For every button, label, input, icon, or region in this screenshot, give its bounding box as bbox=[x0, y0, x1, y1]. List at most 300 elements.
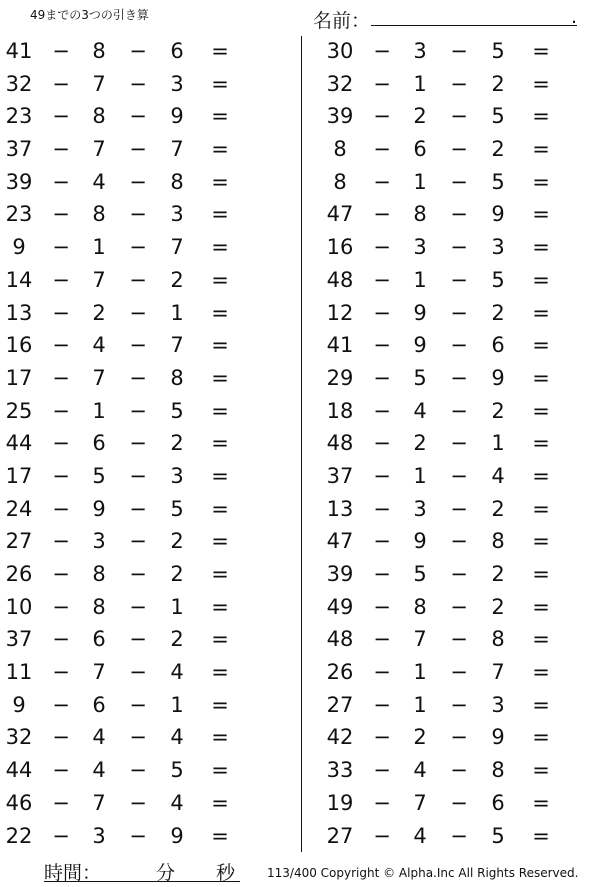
subtrahend-2: 3 bbox=[491, 692, 505, 717]
subtrahend-1: 6 bbox=[92, 431, 106, 456]
subtrahend-1: 8 bbox=[92, 562, 106, 586]
minus-sign: − bbox=[129, 365, 147, 390]
subtrahend-2: 2 bbox=[491, 300, 505, 325]
equals-sign: = bbox=[532, 790, 550, 815]
name-field-line bbox=[371, 25, 577, 26]
subtrahend-2: 1 bbox=[170, 300, 184, 325]
problem-row bbox=[0, 364, 270, 397]
minus-sign: − bbox=[373, 823, 391, 848]
subtrahend-2: 9 bbox=[170, 823, 184, 848]
worksheet-title: 49までの3つの引き算 bbox=[30, 8, 149, 22]
problem-row bbox=[321, 593, 591, 626]
minus-sign: − bbox=[450, 823, 468, 848]
subtrahend-2: 2 bbox=[491, 594, 505, 619]
subtrahend-2: 8 bbox=[170, 169, 184, 194]
subtrahend-2: 9 bbox=[170, 104, 184, 129]
minus-sign: − bbox=[450, 300, 468, 325]
minus-sign: − bbox=[129, 463, 147, 488]
subtrahend-1: 4 bbox=[92, 169, 106, 194]
minus-sign: − bbox=[52, 692, 70, 717]
minus-sign: − bbox=[52, 790, 70, 815]
minus-sign: − bbox=[450, 169, 468, 194]
subtrahend-1: 9 bbox=[413, 333, 427, 358]
minuend: 27 bbox=[326, 823, 354, 848]
minuend: 11 bbox=[5, 660, 33, 685]
minus-sign: − bbox=[450, 39, 468, 63]
equals-sign: = bbox=[211, 463, 229, 488]
minuend: 13 bbox=[326, 496, 354, 521]
equals-sign: = bbox=[211, 365, 229, 390]
subtrahend-1: 1 bbox=[92, 398, 106, 423]
minus-sign: − bbox=[52, 529, 70, 554]
minus-sign: − bbox=[373, 496, 391, 521]
subtrahend-1: 3 bbox=[413, 496, 427, 521]
minus-sign: − bbox=[450, 790, 468, 815]
subtrahend-1: 7 bbox=[413, 790, 427, 815]
minus-sign: − bbox=[52, 594, 70, 619]
minus-sign: − bbox=[129, 104, 147, 129]
minuend: 46 bbox=[5, 790, 33, 815]
minus-sign: − bbox=[450, 431, 468, 456]
subtrahend-1: 5 bbox=[92, 463, 106, 488]
problem-row bbox=[0, 135, 270, 168]
subtrahend-2: 9 bbox=[491, 725, 505, 750]
equals-sign: = bbox=[532, 333, 550, 358]
column-divider bbox=[301, 36, 302, 852]
problem-row bbox=[0, 397, 270, 430]
minus-sign: − bbox=[52, 300, 70, 325]
minuend: 19 bbox=[326, 790, 354, 815]
problem-row bbox=[0, 822, 270, 855]
equals-sign: = bbox=[532, 463, 550, 488]
minus-sign: − bbox=[52, 431, 70, 456]
problem-row bbox=[321, 691, 591, 724]
subtrahend-2: 8 bbox=[491, 758, 505, 783]
minuend: 10 bbox=[5, 594, 33, 619]
subtrahend-2: 1 bbox=[170, 594, 184, 619]
minuend: 23 bbox=[5, 104, 33, 129]
subtrahend-1: 2 bbox=[413, 431, 427, 456]
subtrahend-2: 5 bbox=[170, 398, 184, 423]
minus-sign: − bbox=[52, 71, 70, 96]
subtrahend-1: 2 bbox=[413, 725, 427, 750]
subtrahend-1: 7 bbox=[92, 137, 106, 162]
subtrahend-1: 1 bbox=[413, 71, 427, 96]
minuend: 37 bbox=[5, 137, 33, 162]
minus-sign: − bbox=[373, 660, 391, 685]
subtrahend-2: 1 bbox=[491, 431, 505, 456]
subtrahend-1: 4 bbox=[92, 725, 106, 750]
minus-sign: − bbox=[373, 529, 391, 554]
minuend: 27 bbox=[5, 529, 33, 554]
problem-row bbox=[321, 658, 591, 691]
minuend: 8 bbox=[333, 169, 347, 194]
minuend: 13 bbox=[5, 300, 33, 325]
minuend: 33 bbox=[326, 758, 354, 783]
minus-sign: − bbox=[373, 300, 391, 325]
subtrahend-1: 4 bbox=[413, 758, 427, 783]
equals-sign: = bbox=[211, 235, 229, 260]
minuend: 32 bbox=[5, 71, 33, 96]
equals-sign: = bbox=[532, 692, 550, 717]
problem-row bbox=[321, 331, 591, 364]
equals-sign: = bbox=[532, 398, 550, 423]
subtrahend-2: 5 bbox=[170, 496, 184, 521]
minus-sign: − bbox=[129, 431, 147, 456]
problem-row bbox=[321, 723, 591, 756]
equals-sign: = bbox=[532, 823, 550, 848]
minus-sign: − bbox=[373, 169, 391, 194]
equals-sign: = bbox=[211, 758, 229, 783]
subtrahend-2: 7 bbox=[170, 333, 184, 358]
equals-sign: = bbox=[211, 496, 229, 521]
minus-sign: − bbox=[373, 104, 391, 129]
subtrahend-2: 2 bbox=[491, 398, 505, 423]
problem-row bbox=[321, 168, 591, 201]
minus-sign: − bbox=[52, 463, 70, 488]
problem-row bbox=[321, 462, 591, 495]
minus-sign: − bbox=[450, 660, 468, 685]
subtrahend-2: 4 bbox=[170, 660, 184, 685]
minus-sign: − bbox=[129, 39, 147, 63]
minus-sign: − bbox=[52, 235, 70, 260]
minus-sign: − bbox=[129, 496, 147, 521]
minuend: 32 bbox=[326, 71, 354, 96]
minuend: 44 bbox=[5, 758, 33, 783]
problem-row bbox=[321, 429, 591, 462]
problem-row bbox=[321, 200, 591, 233]
minuend: 42 bbox=[326, 725, 354, 750]
minus-sign: − bbox=[129, 594, 147, 619]
subtrahend-1: 6 bbox=[413, 137, 427, 162]
equals-sign: = bbox=[211, 529, 229, 554]
minuend: 16 bbox=[5, 333, 33, 358]
equals-sign: = bbox=[532, 71, 550, 96]
minus-sign: − bbox=[450, 398, 468, 423]
minus-sign: − bbox=[129, 725, 147, 750]
subtrahend-1: 1 bbox=[413, 660, 427, 685]
subtrahend-1: 3 bbox=[413, 235, 427, 260]
minus-sign: − bbox=[52, 169, 70, 194]
equals-sign: = bbox=[532, 431, 550, 456]
minus-sign: − bbox=[129, 137, 147, 162]
minus-sign: − bbox=[129, 627, 147, 652]
problem-row bbox=[0, 527, 270, 560]
subtrahend-2: 5 bbox=[170, 758, 184, 783]
minus-sign: − bbox=[129, 169, 147, 194]
equals-sign: = bbox=[211, 169, 229, 194]
minuend: 24 bbox=[5, 496, 33, 521]
problem-row bbox=[0, 593, 270, 626]
subtrahend-2: 2 bbox=[170, 431, 184, 456]
problem-row bbox=[0, 102, 270, 135]
minus-sign: − bbox=[450, 71, 468, 96]
subtrahend-2: 6 bbox=[491, 333, 505, 358]
minuend: 39 bbox=[5, 169, 33, 194]
equals-sign: = bbox=[532, 660, 550, 685]
minus-sign: − bbox=[52, 39, 70, 63]
problem-row bbox=[0, 789, 270, 822]
minus-sign: − bbox=[129, 692, 147, 717]
subtrahend-2: 1 bbox=[170, 692, 184, 717]
problem-row bbox=[0, 756, 270, 789]
minus-sign: − bbox=[450, 496, 468, 521]
subtrahend-2: 2 bbox=[170, 529, 184, 554]
subtrahend-2: 2 bbox=[170, 627, 184, 652]
minus-sign: − bbox=[450, 627, 468, 652]
subtrahend-1: 7 bbox=[413, 627, 427, 652]
problem-row bbox=[321, 789, 591, 822]
equals-sign: = bbox=[532, 235, 550, 260]
minus-sign: − bbox=[129, 529, 147, 554]
subtrahend-1: 1 bbox=[92, 235, 106, 260]
minuend: 14 bbox=[5, 267, 33, 292]
subtrahend-2: 3 bbox=[170, 71, 184, 96]
problem-row bbox=[321, 299, 591, 332]
problem-row bbox=[0, 37, 270, 70]
problem-row bbox=[0, 168, 270, 201]
minus-sign: − bbox=[52, 627, 70, 652]
minuend: 47 bbox=[326, 202, 354, 227]
subtrahend-1: 8 bbox=[92, 104, 106, 129]
minus-sign: − bbox=[450, 725, 468, 750]
problem-row bbox=[0, 200, 270, 233]
minutes-label: 分 bbox=[156, 862, 176, 884]
subtrahend-2: 2 bbox=[491, 562, 505, 586]
minus-sign: − bbox=[52, 333, 70, 358]
time-field-line bbox=[44, 881, 240, 882]
minus-sign: − bbox=[129, 398, 147, 423]
subtrahend-1: 5 bbox=[413, 365, 427, 390]
subtrahend-2: 2 bbox=[491, 496, 505, 521]
minus-sign: − bbox=[450, 562, 468, 586]
equals-sign: = bbox=[532, 137, 550, 162]
problem-row bbox=[0, 331, 270, 364]
minuend: 27 bbox=[326, 692, 354, 717]
minuend: 30 bbox=[326, 39, 354, 63]
minus-sign: − bbox=[373, 398, 391, 423]
minus-sign: − bbox=[52, 660, 70, 685]
equals-sign: = bbox=[532, 758, 550, 783]
minus-sign: − bbox=[129, 202, 147, 227]
minuend: 25 bbox=[5, 398, 33, 423]
subtrahend-2: 9 bbox=[491, 202, 505, 227]
equals-sign: = bbox=[211, 725, 229, 750]
minus-sign: − bbox=[373, 39, 391, 63]
subtrahend-2: 2 bbox=[491, 71, 505, 96]
subtrahend-1: 1 bbox=[413, 267, 427, 292]
name-label: 名前： bbox=[313, 10, 371, 32]
subtrahend-2: 7 bbox=[170, 137, 184, 162]
subtrahend-1: 6 bbox=[92, 692, 106, 717]
problem-row bbox=[321, 135, 591, 168]
minus-sign: − bbox=[373, 758, 391, 783]
subtrahend-1: 5 bbox=[413, 562, 427, 586]
subtrahend-2: 4 bbox=[170, 725, 184, 750]
problem-row bbox=[0, 462, 270, 495]
minuend: 16 bbox=[326, 235, 354, 260]
subtrahend-1: 8 bbox=[92, 594, 106, 619]
minus-sign: − bbox=[450, 463, 468, 488]
minus-sign: − bbox=[373, 267, 391, 292]
problem-row bbox=[321, 527, 591, 560]
minus-sign: − bbox=[373, 594, 391, 619]
subtrahend-1: 7 bbox=[92, 365, 106, 390]
minus-sign: − bbox=[129, 823, 147, 848]
minus-sign: − bbox=[373, 627, 391, 652]
subtrahend-1: 8 bbox=[92, 39, 106, 63]
equals-sign: = bbox=[532, 300, 550, 325]
subtrahend-1: 4 bbox=[413, 398, 427, 423]
seconds-label: 秒 bbox=[216, 862, 236, 884]
problem-row bbox=[321, 233, 591, 266]
equals-sign: = bbox=[532, 202, 550, 227]
minus-sign: − bbox=[450, 594, 468, 619]
minus-sign: − bbox=[450, 333, 468, 358]
minuend: 44 bbox=[5, 431, 33, 456]
minus-sign: − bbox=[129, 758, 147, 783]
subtrahend-1: 4 bbox=[92, 333, 106, 358]
problem-row bbox=[321, 560, 591, 593]
minuend: 48 bbox=[326, 267, 354, 292]
subtrahend-1: 2 bbox=[92, 300, 106, 325]
minus-sign: − bbox=[450, 758, 468, 783]
subtrahend-2: 6 bbox=[491, 790, 505, 815]
subtrahend-2: 3 bbox=[491, 235, 505, 260]
subtrahend-2: 2 bbox=[491, 137, 505, 162]
minus-sign: − bbox=[373, 365, 391, 390]
subtrahend-1: 7 bbox=[92, 267, 106, 292]
subtrahend-1: 4 bbox=[92, 758, 106, 783]
subtrahend-2: 7 bbox=[170, 235, 184, 260]
problem-column-right bbox=[321, 37, 591, 854]
equals-sign: = bbox=[211, 627, 229, 652]
minus-sign: − bbox=[52, 758, 70, 783]
equals-sign: = bbox=[532, 169, 550, 194]
minus-sign: − bbox=[373, 725, 391, 750]
minus-sign: − bbox=[450, 235, 468, 260]
minus-sign: − bbox=[52, 496, 70, 521]
minus-sign: − bbox=[373, 71, 391, 96]
equals-sign: = bbox=[211, 300, 229, 325]
problem-row bbox=[321, 266, 591, 299]
subtrahend-1: 8 bbox=[92, 202, 106, 227]
minuend: 17 bbox=[5, 463, 33, 488]
minus-sign: − bbox=[373, 790, 391, 815]
subtrahend-2: 9 bbox=[491, 365, 505, 390]
minuend: 22 bbox=[5, 823, 33, 848]
subtrahend-2: 8 bbox=[491, 627, 505, 652]
subtrahend-1: 7 bbox=[92, 660, 106, 685]
minuend: 48 bbox=[326, 627, 354, 652]
minus-sign: − bbox=[450, 137, 468, 162]
problem-row bbox=[0, 299, 270, 332]
problem-row bbox=[321, 495, 591, 528]
equals-sign: = bbox=[532, 594, 550, 619]
minus-sign: − bbox=[450, 267, 468, 292]
subtrahend-2: 4 bbox=[170, 790, 184, 815]
subtrahend-1: 7 bbox=[92, 71, 106, 96]
minus-sign: − bbox=[450, 692, 468, 717]
problem-row bbox=[0, 691, 270, 724]
minuend: 39 bbox=[326, 562, 354, 586]
subtrahend-1: 3 bbox=[92, 529, 106, 554]
equals-sign: = bbox=[211, 562, 229, 586]
subtrahend-1: 9 bbox=[92, 496, 106, 521]
subtrahend-1: 1 bbox=[413, 463, 427, 488]
subtrahend-2: 4 bbox=[491, 463, 505, 488]
minus-sign: − bbox=[52, 137, 70, 162]
subtrahend-2: 2 bbox=[170, 267, 184, 292]
equals-sign: = bbox=[211, 137, 229, 162]
minuend: 41 bbox=[326, 333, 354, 358]
minus-sign: − bbox=[450, 104, 468, 129]
subtrahend-2: 7 bbox=[491, 660, 505, 685]
equals-sign: = bbox=[532, 529, 550, 554]
minus-sign: − bbox=[373, 692, 391, 717]
minus-sign: − bbox=[450, 202, 468, 227]
problem-row bbox=[0, 495, 270, 528]
equals-sign: = bbox=[211, 202, 229, 227]
equals-sign: = bbox=[211, 267, 229, 292]
problem-row bbox=[321, 625, 591, 658]
minuend: 9 bbox=[12, 235, 26, 260]
equals-sign: = bbox=[211, 333, 229, 358]
problem-row bbox=[0, 266, 270, 299]
subtrahend-1: 1 bbox=[413, 692, 427, 717]
subtrahend-1: 4 bbox=[413, 823, 427, 848]
subtrahend-1: 8 bbox=[413, 594, 427, 619]
subtrahend-1: 1 bbox=[413, 169, 427, 194]
subtrahend-2: 8 bbox=[491, 529, 505, 554]
minus-sign: − bbox=[129, 660, 147, 685]
minuend: 49 bbox=[326, 594, 354, 619]
equals-sign: = bbox=[211, 71, 229, 96]
minuend: 18 bbox=[326, 398, 354, 423]
problem-column-left bbox=[0, 37, 270, 854]
subtrahend-2: 3 bbox=[170, 463, 184, 488]
equals-sign: = bbox=[532, 496, 550, 521]
problem-row bbox=[0, 560, 270, 593]
subtrahend-2: 2 bbox=[170, 562, 184, 586]
equals-sign: = bbox=[211, 431, 229, 456]
problem-row bbox=[0, 70, 270, 103]
name-field-end: . bbox=[571, 6, 578, 28]
minuend: 37 bbox=[5, 627, 33, 652]
problem-row bbox=[0, 233, 270, 266]
subtrahend-1: 3 bbox=[413, 39, 427, 63]
subtrahend-2: 5 bbox=[491, 104, 505, 129]
subtrahend-2: 5 bbox=[491, 267, 505, 292]
equals-sign: = bbox=[532, 267, 550, 292]
minus-sign: − bbox=[129, 71, 147, 96]
subtrahend-1: 2 bbox=[413, 104, 427, 129]
problem-row bbox=[0, 723, 270, 756]
subtrahend-2: 6 bbox=[170, 39, 184, 63]
minuend: 32 bbox=[5, 725, 33, 750]
equals-sign: = bbox=[211, 660, 229, 685]
minus-sign: − bbox=[129, 267, 147, 292]
minuend: 26 bbox=[326, 660, 354, 685]
equals-sign: = bbox=[532, 725, 550, 750]
minus-sign: − bbox=[129, 235, 147, 260]
minus-sign: − bbox=[373, 235, 391, 260]
problem-row bbox=[0, 429, 270, 462]
minus-sign: − bbox=[52, 104, 70, 129]
equals-sign: = bbox=[211, 790, 229, 815]
minus-sign: − bbox=[52, 823, 70, 848]
subtrahend-2: 8 bbox=[170, 365, 184, 390]
